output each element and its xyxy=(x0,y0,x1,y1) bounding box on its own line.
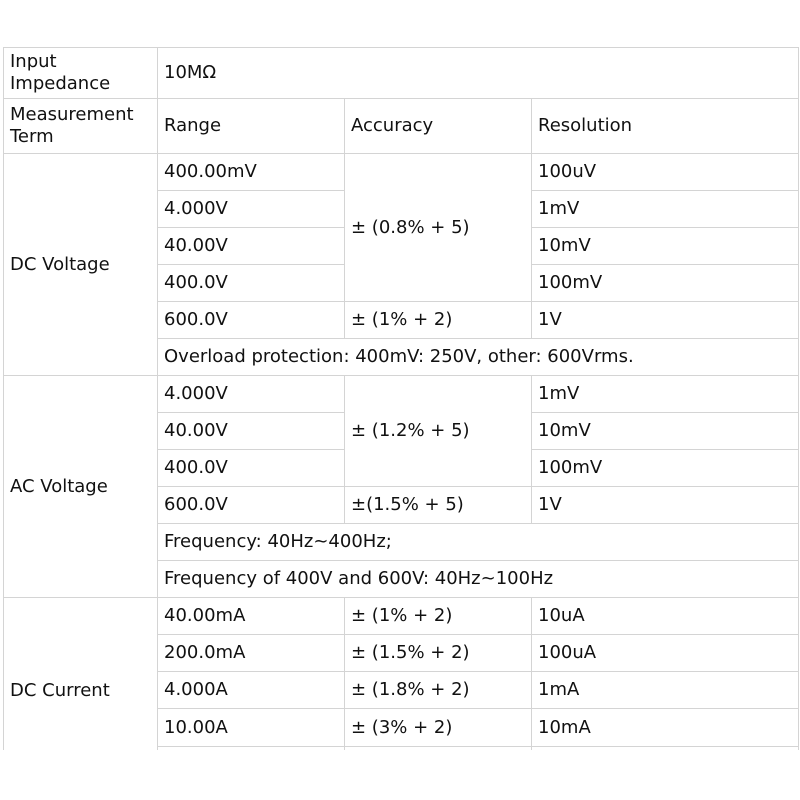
overload-note: Overload protection: 400mV: 250V, other: 600Vrms. xyxy=(158,339,799,376)
accuracy-cell: ± (0.8% + 5) xyxy=(345,154,532,302)
resolution-cell: 1V xyxy=(532,302,799,339)
header-accuracy: Accuracy xyxy=(345,99,532,154)
range-cell: 10.00A xyxy=(158,709,345,747)
range-cell: 40.00V xyxy=(158,413,345,450)
range-cell: 400.0V xyxy=(158,450,345,487)
resolution-cell: 10mV xyxy=(532,413,799,450)
range-cell: 4.000A xyxy=(158,672,345,709)
impedance-label: Input Impedance xyxy=(4,48,158,99)
resolution-cell: 100uA xyxy=(532,635,799,672)
dc-voltage-label: DC Voltage xyxy=(4,154,158,376)
header-term: Measurement Term xyxy=(4,99,158,154)
resolution-cell: 10mV xyxy=(532,228,799,265)
accuracy-cell: ± (1.5% + 2) xyxy=(345,635,532,672)
resolution-cell: 10uA xyxy=(532,598,799,635)
header-range: Range xyxy=(158,99,345,154)
frequency-note: Frequency: 40Hz~400Hz; xyxy=(158,524,799,561)
dc-current-label: DC Current xyxy=(4,598,158,784)
range-cell: 4.000V xyxy=(158,191,345,228)
table-row xyxy=(4,154,799,191)
range-cell: 400.00mV xyxy=(158,154,345,191)
table-row xyxy=(4,376,799,413)
header-resolution: Resolution xyxy=(532,99,799,154)
range-cell: 400.0V xyxy=(158,265,345,302)
range-cell: 600.0V xyxy=(158,487,345,524)
range-cell: 200.0mA xyxy=(158,635,345,672)
header-row xyxy=(4,99,799,154)
resolution-cell: 1V xyxy=(532,487,799,524)
spec-table xyxy=(3,47,799,784)
frequency-note: Frequency of 400V and 600V: 40Hz~100Hz xyxy=(158,561,799,598)
resolution-cell: 100mV xyxy=(532,450,799,487)
resolution-cell: 1mV xyxy=(532,191,799,228)
range-cell: 4.000V xyxy=(158,376,345,413)
impedance-value: 10MΩ xyxy=(158,48,799,99)
accuracy-cell: ± (1% + 2) xyxy=(345,302,532,339)
impedance-row xyxy=(4,48,799,99)
range-cell: 40.00mA xyxy=(158,598,345,635)
resolution-cell: 1mA xyxy=(532,672,799,709)
resolution-cell: 1mV xyxy=(532,376,799,413)
accuracy-cell: ± (1.2% + 5) xyxy=(345,376,532,487)
ac-voltage-label: AC Voltage xyxy=(4,376,158,598)
accuracy-cell: ± (1.8% + 2) xyxy=(345,672,532,709)
accuracy-cell: ± (1% + 2) xyxy=(345,598,532,635)
resolution-cell: 100uV xyxy=(532,154,799,191)
range-cell: 40.00V xyxy=(158,228,345,265)
table-row xyxy=(4,598,799,635)
resolution-cell: 100mV xyxy=(532,265,799,302)
crop-edge xyxy=(0,750,800,800)
range-cell: 600.0V xyxy=(158,302,345,339)
accuracy-cell: ±(1.5% + 5) xyxy=(345,487,532,524)
resolution-cell: 10mA xyxy=(532,709,799,747)
accuracy-cell: ± (3% + 2) xyxy=(345,709,532,747)
